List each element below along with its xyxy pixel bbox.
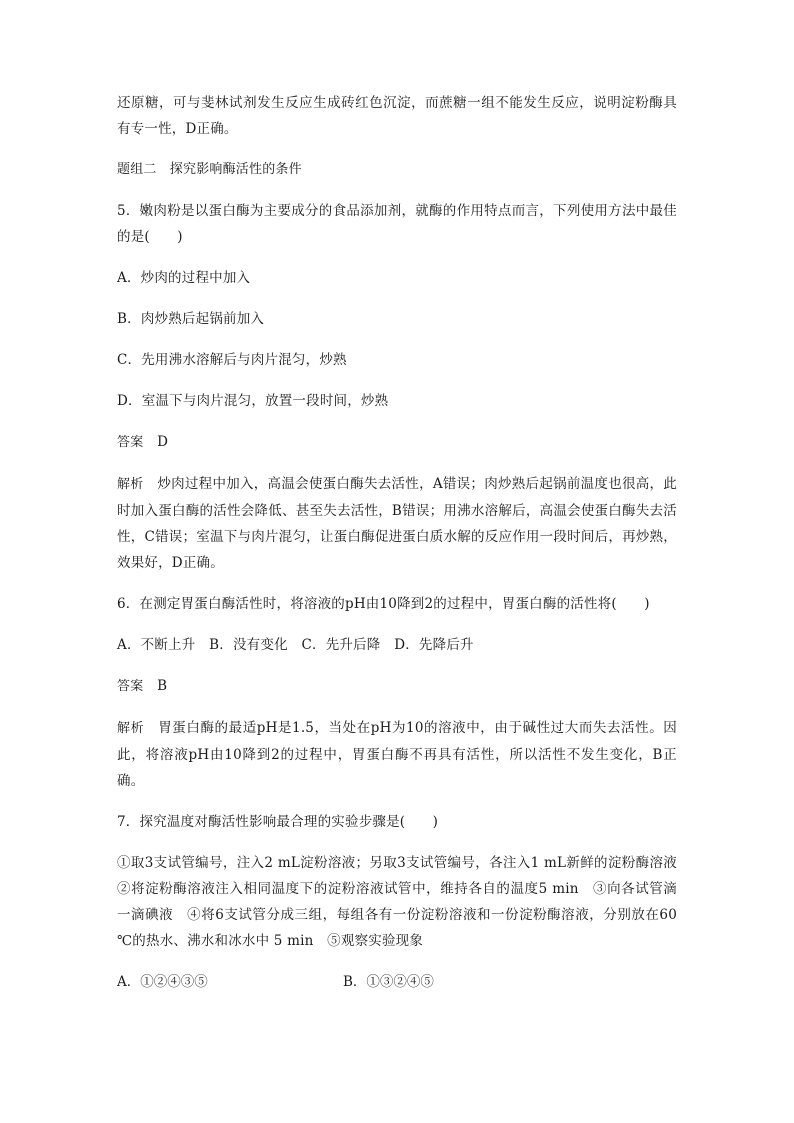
answer-label: 答案 — [117, 679, 144, 694]
q6-options: A．不断上升 B．没有变化 C．先升后降 D．先降后升 — [117, 637, 474, 653]
q5-option-a: A．炒肉的过程中加入 — [117, 270, 251, 286]
document-page — [117, 90, 691, 1010]
q5-analysis — [117, 471, 677, 576]
analysis-text: 炒肉过程中加入，高温会使蛋白酶失去活性，A错误；肉炒熟后起锅前温度也很高，此时加入蛋白酶的活性会降低、甚至失去活性，B错误；用沸水溶解后，高温会使蛋白酶失去活性，C错误；室温下与肉片混匀，让蛋白酶促进蛋白质水解的反应作用一段时间后，再炒熟，效果好，D正确。 — [117, 476, 677, 571]
analysis-label: 解析 — [117, 721, 145, 736]
q5-option-c: C．先用沸水溶解后与肉片混匀，炒熟 — [117, 352, 347, 368]
q7-steps: ①取3支试管编号，注入2 mL淀粉溶液；另取3支试管编号，各注入1 mL新鲜的淀粉酶溶液 ②将淀粉酶溶液注入相同温度下的淀粉溶液试管中，维持各自的温度5 min ③向各试管滴一滴碘液 ④将6支试管分成三组，每组各有一份淀粉溶液和一份淀粉酶溶液，分别放在60 ℃的热水、沸水和冰水中 5 min ⑤观察实验现象 — [117, 855, 691, 949]
q7-option-a: A．①②④③⑤ — [117, 974, 208, 990]
q7-options — [117, 969, 677, 995]
q5-option-b: B．肉炒熟后起锅前加入 — [117, 311, 265, 327]
q5-option-d: D．室温下与肉片混匀，放置一段时间，炒熟 — [117, 393, 389, 409]
answer-value: B — [157, 678, 168, 694]
q5-stem: 5．嫩肉粉是以蛋白酶为主要成分的食品添加剂，就酶的作用特点而言，下列使用方法中最佳的是( ) — [117, 203, 677, 245]
answer-label: 答案 — [117, 435, 144, 450]
q5-answer — [117, 429, 677, 456]
analysis-text: 胃蛋白酶的最适pH是1.5，当处在pH为10的溶液中，由于碱性过大而失去活性。因此，将溶液pH由10降到2的过程中，胃蛋白酶不再具有活性，所以活性不发生变化，B正确。 — [117, 720, 677, 789]
section-title: 题组二 探究影响酶活性的条件 — [117, 162, 302, 177]
q7-option-b: B．①③②④⑤ — [343, 974, 434, 990]
q6-stem: 6．在测定胃蛋白酶活性时，将溶液的pH由10降到2的过程中，胃蛋白酶的活性将( ) — [117, 596, 650, 612]
q7-stem: 7．探究温度对酶活性影响最合理的实验步骤是( ) — [117, 814, 439, 830]
q6-analysis — [117, 715, 677, 794]
analysis-label: 解析 — [117, 477, 144, 492]
continuation-text: 还原糖，可与斐林试剂发生反应生成砖红色沉淀，而蔗糖一组不能发生反应，说明淀粉酶具有专一性，D正确。 — [117, 95, 677, 137]
q6-answer — [117, 673, 677, 700]
answer-value: D — [157, 434, 169, 450]
